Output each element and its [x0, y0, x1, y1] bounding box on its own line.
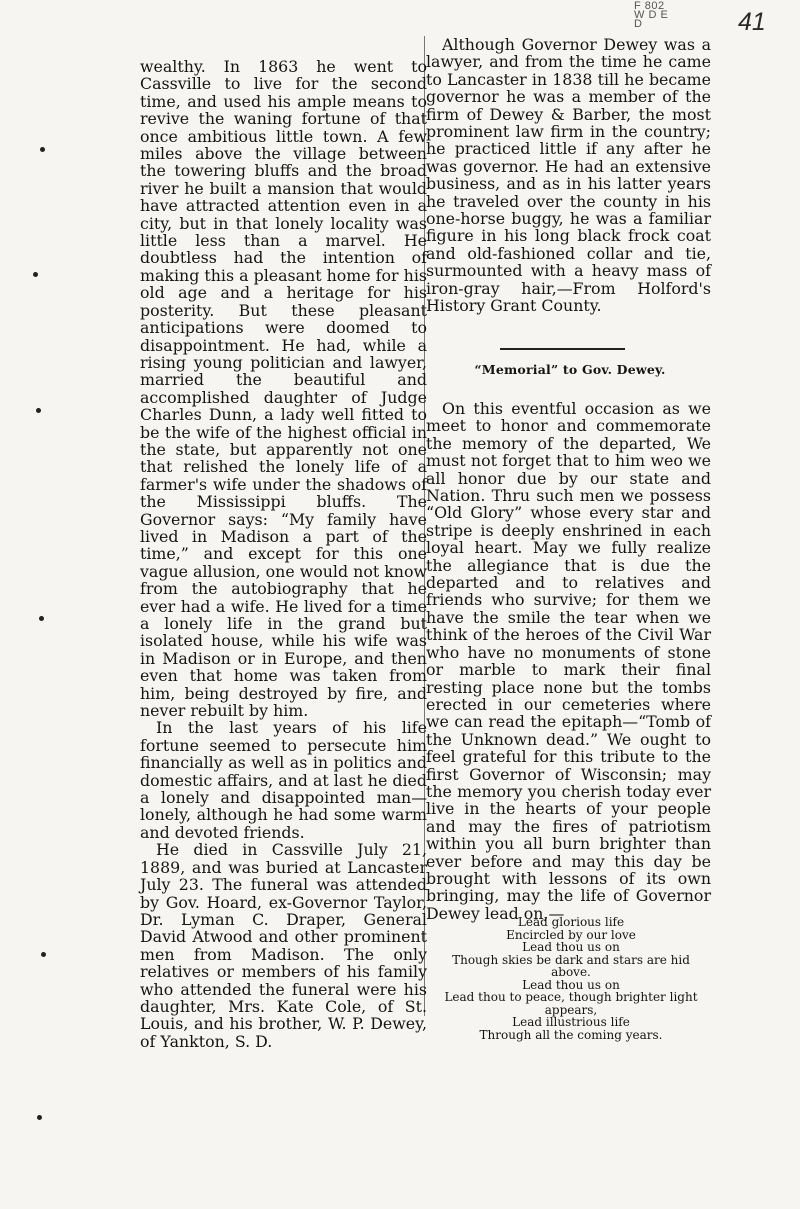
- section-divider: [500, 348, 625, 350]
- paragraph: wealthy. In 1863 he went to Cassville to live for the second time, and used his ample means to revive the waning fortune of that once ambitious little town. A few miles above the village between the towering bluffs and the broad river he built a mansion that would have attracted attention even in a city, but in that lonely locality was little less than a marvel. He doubtless had the intention of making this a pleasant home for his old age and a heritage for his posterity. But these pleasant anticipations were doomed to disappointment. He had, while a rising young politician and lawyer, married the beautiful and accomplished daughter of Judge Charles Dunn, a lady well fitted to be the wife of the highest official in the state, but apparently not one that relished the lonely life of a farmer's wife under the shadows of the Mississippi bluffs. The Governor says: “My family have lived in Madison a part of the time,” and except for this one vague allusion, one would not know from the autobiography that he ever had a wife. He lived for a time a lonely life in the grand but isolated house, while his wife was in Madison or in Europe, and then even that home was taken from him, being destroyed by fire, and never rebuilt by him.: [140, 57, 427, 721]
- paragraph: Although Governor Dewey was a lawyer, and from the time he came to Lancaster in 1838 till he became governor he was a member of the firm of Dewey & Barber, the most prominent law firm in the country; he practiced little if any after he was governor. He had an extensive business, and as in his latter years he traveled over the county in his one-horse buggy, he was a familiar figure in his long black frock coat and old-fashioned collar and tie, surmounted with a heavy mass of iron-gray hair,—From Holford's History Grant County.: [426, 35, 711, 316]
- margin-dot: [39, 616, 44, 621]
- poem-line: Encircled by our love: [506, 927, 636, 942]
- poem-line: Lead illustrious life: [512, 1015, 630, 1029]
- poem-line: Through all the coming years.: [479, 1027, 663, 1042]
- page-number: 41: [738, 8, 766, 36]
- paragraph: In the last years of his life fortune seemed to persecute him financially as well as in politics and domestic affairs, and at last he died a lonely and disappointed man—lonely, although he had some warm and devoted friends.: [140, 718, 427, 842]
- corner-mark-line: F 802: [634, 0, 665, 12]
- poem-line: Lead thou us on: [522, 977, 620, 992]
- poem-line: Lead thou us on: [522, 940, 620, 954]
- margin-dot: [41, 952, 46, 957]
- poem: [426, 916, 716, 1041]
- margin-dot: [36, 408, 41, 413]
- poem-line: appears,: [544, 1002, 598, 1017]
- poem-line: Though skies be dark and stars are hid: [452, 952, 690, 967]
- margin-dot: [33, 272, 38, 277]
- archive-corner-mark: [634, 2, 668, 29]
- paragraph: He died in Cassville July 21, 1889, and was buried at Lancaster July 23. The funeral was attended by Gov. Hoard, ex-Governor Taylor, Dr. Lyman C. Draper, General David Atwood and other prominent men from Madison. The only relatives or members of his family who attended the funeral were his daughter, Mrs. Kate Cole, of St. Louis, and his brother, W. P. Dewey, of Yankton, S. D.: [140, 840, 427, 1051]
- paragraph: On this eventful occasion as we meet to honor and commemorate the memory of the departed, We must not forget that to him weo we all honor due by our state and Nation. Thru such men we possess “Old Glory” whose every star and stripe is deeply enshrined in each loyal heart. May we fully realize the allegiance that is due the departed and to relatives and friends who survive; for them we have the smile the tear when we think of the heroes of the Civil War who have no monuments of stone or marble to mark their final resting place none but the tombs erected in our cemeteries where we can read the epitaph—“Tomb of the Unknown dead.” We ought to feel grateful for this tribute to the first Governor of Wisconsin; may the memory you cherish today ever live in the hearts of your people and may the fires of patriotism within you all burn brighter than ever before and may this day be brought with lessons of its own bringing, may the life of Governor Dewey lead on,—: [426, 399, 711, 923]
- poem-line: Lead thou to peace, though brighter light: [444, 990, 698, 1004]
- margin-dot: [37, 1115, 42, 1120]
- left-column: [140, 58, 427, 1050]
- corner-mark-line: D: [634, 18, 643, 30]
- right-column-top: [426, 36, 711, 315]
- right-column-bottom: [426, 400, 711, 922]
- corner-mark-line: W D E: [634, 9, 669, 21]
- margin-dot: [40, 147, 45, 152]
- poem-line: above.: [551, 965, 591, 979]
- poem-line: Lead glorious life: [517, 915, 625, 929]
- memorial-heading: “Memorial” to Gov. Dewey.: [474, 362, 666, 377]
